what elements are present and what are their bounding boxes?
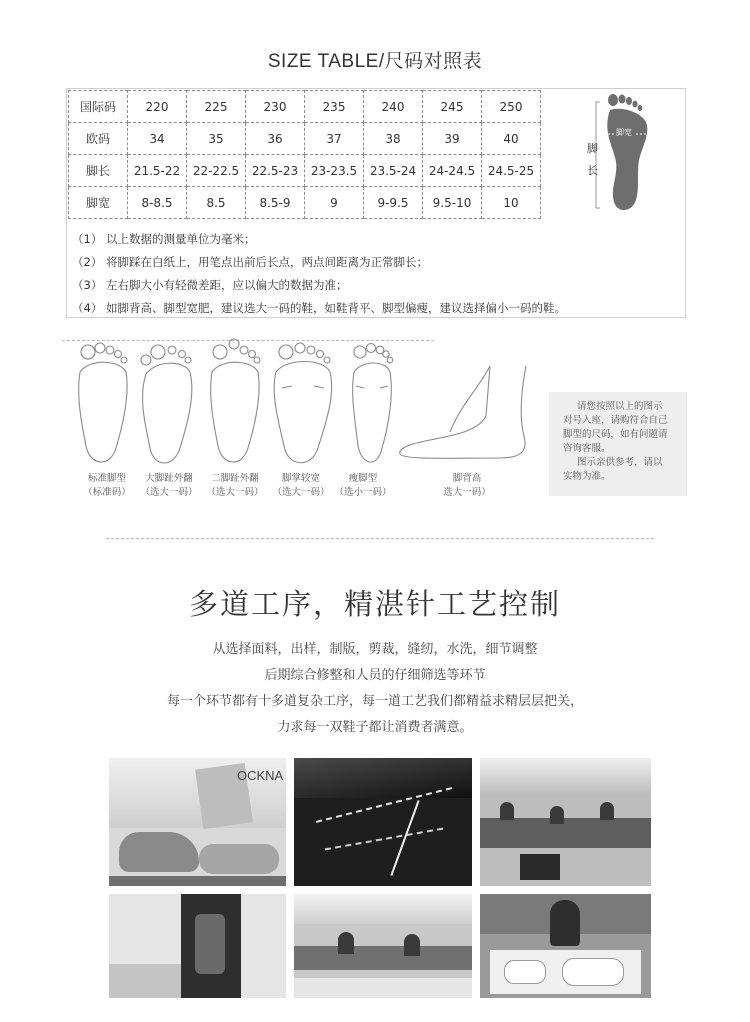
foot-type-caption: [134, 472, 204, 500]
row-header: 脚宽: [69, 187, 128, 219]
table-cell: 8-8.5: [128, 187, 187, 219]
foot-width-label: 脚宽: [616, 128, 632, 137]
table-cell: 36: [246, 123, 305, 155]
row-header: 国际码: [69, 91, 128, 123]
tip-line: 图示亲供参考，请以: [577, 457, 663, 468]
table-cell: 39: [423, 123, 482, 155]
table-cell: 240: [364, 91, 423, 123]
tip-line: 实物为准。: [563, 471, 611, 482]
photo-stitching: [294, 758, 472, 886]
foot-type-caption: [72, 472, 142, 500]
table-cell: 34: [128, 123, 187, 155]
craft-heading: 多道工序，精湛针工艺控制: [188, 587, 561, 621]
table-row: [69, 123, 541, 155]
table-cell: 40: [482, 123, 541, 155]
foot-type-name: 瘦脚型: [348, 473, 378, 484]
note-item: （1） 以上数据的测量单位为毫米；: [72, 232, 256, 246]
row-header: 脚长: [69, 155, 128, 187]
table-cell: 22-22.5: [187, 155, 246, 187]
foot-outline-second-toe: [211, 339, 260, 462]
foot-type-caption: [200, 472, 270, 500]
note-item: （2） 将脚踩在白纸上，用笔点出前后长点，两点间距离为正常脚长；: [72, 255, 428, 269]
table-cell: 250: [482, 91, 541, 123]
table-cell: 23-23.5: [305, 155, 364, 187]
table-cell: 235: [305, 91, 364, 123]
table-cell: 37: [305, 123, 364, 155]
foot-type-advice: （选大一码）: [272, 487, 330, 498]
tip-line: 脚型的尺码，如有问题请: [563, 429, 668, 440]
foot-outline-slim: [353, 344, 393, 463]
table-cell: 225: [187, 91, 246, 123]
photo-text: OCKNA: [237, 768, 284, 783]
tip-line: 请您按照以上的图示: [577, 401, 663, 412]
foot-type-advice: 选大一码）: [443, 487, 491, 498]
tip-line: 对号入座，请购符合自己: [563, 415, 668, 426]
table-cell: 230: [246, 91, 305, 123]
tip-line: 咨询客服。: [563, 443, 611, 454]
row-header: 欧码: [69, 123, 128, 155]
foot-type-name: 脚背高: [452, 473, 482, 484]
foot-type-caption: [266, 472, 336, 500]
foot-length-label: 脚长: [587, 142, 598, 177]
table-cell: 9.5-10: [423, 187, 482, 219]
table-cell: 9: [305, 187, 364, 219]
table-row: [69, 187, 541, 219]
table-cell: 220: [128, 91, 187, 123]
photo-pattern-marking: [109, 758, 286, 886]
foot-type-advice: （选大一码）: [206, 487, 264, 498]
foot-outline-bunion: [141, 345, 192, 463]
craft-text: 每一个环节都有十多道复杂工序，每一道工艺我们都精益求精层层把关，: [166, 694, 583, 709]
table-cell: 21.5-22: [128, 155, 187, 187]
foot-outline-wide: [274, 343, 332, 463]
table-cell: 8.5-9: [246, 187, 305, 219]
foot-type-caption: [432, 472, 502, 500]
photo-workshop-line: [294, 894, 472, 998]
foot-type-advice: （选小一码）: [334, 487, 392, 498]
page-title: SIZE TABLE/尺码对照表: [267, 51, 483, 72]
tip-box: [549, 392, 687, 496]
foot-type-name: 大脚趾外翻: [145, 473, 193, 484]
foot-type-advice: （选大一码）: [140, 487, 198, 498]
foot-type-advice: （标准码）: [83, 487, 131, 498]
table-row: [69, 155, 541, 187]
craft-text: 从选择面料，出样，制版，剪裁，缝纫，水洗，细节调整: [212, 642, 538, 657]
foot-outline-high-instep: [400, 366, 526, 458]
table-row: [69, 91, 541, 123]
table-cell: 22.5-23: [246, 155, 305, 187]
foot-measure-figure: [588, 92, 678, 218]
table-cell: 38: [364, 123, 423, 155]
foot-type-caption: [328, 472, 398, 500]
table-cell: 10: [482, 187, 541, 219]
craft-text: 力求每一双鞋子都让消费者满意。: [277, 720, 473, 735]
divider: [106, 538, 654, 539]
table-cell: 245: [423, 91, 482, 123]
table-cell: 9-9.5: [364, 187, 423, 219]
size-notes: [72, 228, 566, 320]
table-cell: 8.5: [187, 187, 246, 219]
note-item: （4） 如脚背高、脚型宽肥，建议选大一码的鞋，如鞋背平、脚型偏瘦，建议选择偏小一码的鞋。: [72, 301, 566, 315]
foot-type-name: 标准脚型: [87, 473, 126, 484]
table-cell: 23.5-24: [364, 155, 423, 187]
size-table: [68, 90, 541, 219]
table-cell: 35: [187, 123, 246, 155]
foot-outline-standard: [79, 343, 127, 462]
table-cell: 24-24.5: [423, 155, 482, 187]
craft-text: 后期综合修整和人员的仔细筛选等环节: [264, 668, 486, 683]
table-cell: 24.5-25: [482, 155, 541, 187]
foot-type-name: 脚掌较宽: [281, 473, 320, 484]
photo-sewing-machine: [109, 894, 286, 998]
photo-factory-floor: [480, 758, 651, 886]
photo-pattern-cutting: [480, 894, 651, 998]
foot-type-name: 二脚趾外翻: [211, 473, 259, 484]
note-item: （3） 左右脚大小有轻微差距，应以偏大的数据为准；: [72, 278, 348, 292]
